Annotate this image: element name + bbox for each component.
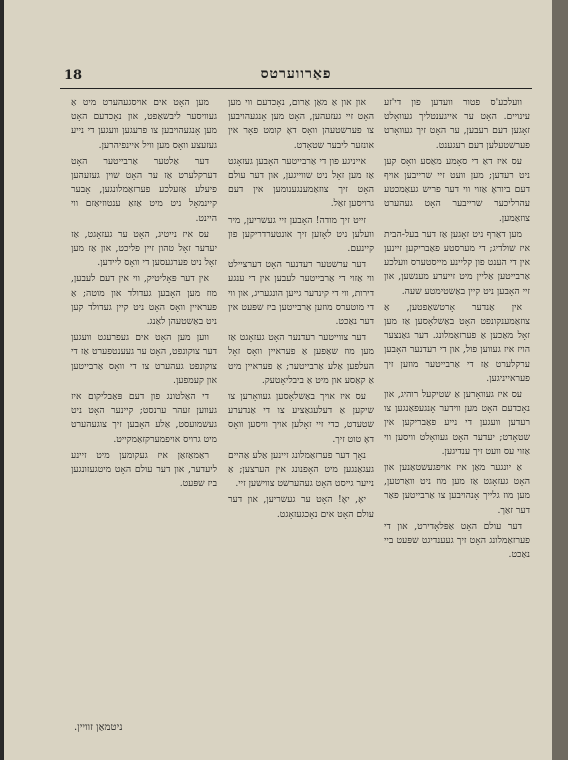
- paragraph: אין אַנדער אָרטשאַפטען, אַ צוזאַמענקונפט האָט באַשלאָסען אַז מען זאָל מאַכען אַ פערזאַמלונג. דער גאַנצער הויז איז געווען פול, און די רעדנער האָבען ערקלערט אַז די אַרבייטער מוזען זיך פעראייניגען.: [384, 301, 530, 384]
- paragraph: זייט זיך מודה! האָבען זיי געשריען, מיר וועלען ניט לאָזען זיך אונטערדריקען פון קיינעם.: [228, 214, 374, 255]
- paragraph: אייניגע פון די אַרבייטער האָבען געזאָגט אַז מען זאָל ניט שווייגען, און דער עולם האָט זיך צוזאַמענגענומען אין דעם גרויסען זאַל.: [228, 155, 374, 210]
- paragraph: וועלכע'ס פטור וועדען פון די'זע עינויים. האָט ער אייגענטליך געוואָלט זאָגען דעם רעבען, ער האָט זיך געוואָרט פערשטעלען דעם רעגענט.: [384, 97, 530, 151]
- paragraph: דער אַלטער אַרבייטער האָט דערקלערט אַז ער האָט שוין געזעהען פיעלע אַזעלכע פערזאַמלונגען, אָבער קיינמאָל ניט מיט אַזאַ ענטוזיאַזם ווי היינט.: [71, 155, 217, 224]
- paragraph: דער ערשטער רעדנער האָט דערציילט ווי אַזוי די אַרבייטער לעבען אין די ענגע דירות, ווי די קינדער גייען הונגעריג, און ווי די מוטערס מוזען אַרבייטען ביז שפּעט אין דער נאַכט.: [228, 259, 374, 328]
- column-left: [71, 96, 217, 726]
- paragraph: ווען מען האָט אים געפרעגט וועגען דער צוקונפט, האָט ער געענטפערט אַז די צוקונפט געהערט צו די וואָס אַרבייטען און קעמפען.: [71, 332, 217, 386]
- paragraph: עס איז נייטיג, האָט ער געזאָגט, אַז יעדער זאָל טהון זיין פליכט, און אַז מען זאָל ניט פערגעסען די וואָס ליידען.: [71, 228, 217, 269]
- running-title: פאַרווערטס: [260, 66, 332, 82]
- paragraph: נאָך דער פערזאַמלונג זיינען אַלע אַהיים געגאַנגען מיט האָפנונג אין הערצען; אַ נייער גייסט האָט געהערשט צווישען זיי.: [228, 449, 374, 490]
- page-edge: [552, 0, 568, 760]
- paragraph: און און אַ מאַן אַרום, נאָכדעם ווי מען האָט זיי געזעהען, האָט מען אָנגעהויבען צו פערשטעהן וואָס דאָ קומט פאָר אין אונזער ליבער שטאָדט.: [228, 97, 374, 151]
- paragraph: דער עולם האָט אַפּלאָדירט, און די פערזאַמלונג האָט זיך געענדיגט שפּעט ביי נאַכט.: [384, 520, 530, 561]
- page-number: 18: [64, 68, 83, 83]
- paragraph: עס איז אויך באַשלאָסען געוואָרען צו שיקען אַ דעלעגאַציע צו די אַנדערע שטעדט, כדי זיי זאָלען אויך וויסען וואָס דאָ טוט זיך.: [228, 391, 374, 445]
- paragraph: ראַמאַזאַן איז געקומען מיט זיינע ליעדער, און דער עולם האָט מיטגעזונגען ביז שפּעט.: [71, 449, 217, 490]
- paragraph: די האַלטונג פון דעם פּאַבליקום איז געווען זעהר ערנסט; קיינער האָט ניט געשמועסט, אַלע האָבען זיך צוגעהערט מיט גרויס אויפמערקזאַמקייט.: [71, 391, 217, 445]
- column-right: [384, 96, 530, 726]
- paragraph: יאָ, יאָ! האָט ער געשריען, און דער עולם האָט אים נאָכגעזאָגט.: [228, 494, 374, 520]
- page-header: [60, 66, 532, 89]
- paragraph: אַ יונגער מאַן איז אויפגעשטאַנען און האָט געזאָגט אַז מען מוז ניט וואַרטען, מען מוז גלייך אָנהויבען צו אַרבייטען פאַר דער זאַך.: [384, 462, 530, 516]
- newspaper-page: [4, 0, 552, 760]
- paragraph: דער צווייטער רעדנער האָט געזאָגט אַז מען מוז שאַפען אַ פעראיין וואָס זאָל העלפען אַלע אַרבייטער; אַ פעראיין מיט אַ קאַסע און מיט אַ ביבליאָטעק.: [228, 332, 374, 386]
- author-signature: ניטמאַן זוויין.: [74, 722, 123, 733]
- column-middle: [228, 96, 374, 726]
- paragraph: מען האָט אים אויסגעהערט מיט אַ געוויסער ליבשאַפט, און נאָכדעם האָט מען אָנגעהויבען צו פרעגען וועגען די נייע געזעצע וואָס מען וויל איינפיהרען.: [71, 97, 217, 151]
- paragraph: עס איז דאַ די סאָמע מאַסע וואָס קען ניט רעדען; מען וועט זיי שרייבען אויף דעם ביוראָ אַזוי ווי דער פריש געאַמכטע עהרליכער שרייבער האָט געהערט צוזאַמען.: [384, 155, 530, 224]
- paragraph: עס איז געוואָרען אַ שטיקעל רוהיג, און נאָכדעם האָט מען ווידער אָנגעפאַנגען צו רעדען וועגען די נייע פאַבריקען אין שטאָדט; יעדער האָט געוואָלט וויסען ווי אַזוי עס וועט זיך ענדיגען.: [384, 389, 530, 457]
- paragraph: מען דאַרף ניט זאָגען אַז דער בעל-הבית איז שולדיג; די מערסטע פאַבריקען זיינען אין די הענט פון קליינע מייסטערס וועלכע אַרבייטען אַליין מיט זייערע מענשען, און זיי האָבען ניט קיין באַשטימטע שעה.: [384, 228, 530, 297]
- paragraph: אין דער פּאָליטיק, ווי אין דעם לעבען, מוז מען האָבען געדולד און מוטה; אַ פעראיין וואָס האָט ניט קיין געדולד קען ניט באַשטעהן לאַנג.: [71, 273, 217, 328]
